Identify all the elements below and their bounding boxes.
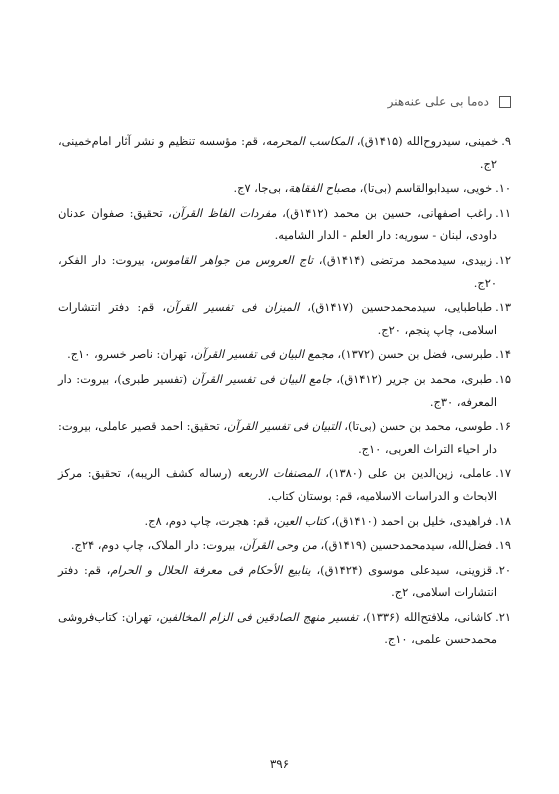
entry-author-date: فضل‌الله، سیدمحمدحسین (۱۴۱۹ق)، (316, 538, 493, 553)
entry-title: المکاسب المحرمه (265, 134, 353, 148)
entry-number: ۱۱. (495, 205, 512, 220)
entry-publication: ، بی‌جا، ۷ج. (233, 181, 289, 196)
entry-author-date: خویی، سیدابوالقاسم (بی‌تا)، (355, 181, 493, 196)
entry-title: تاج العروس من جواهر القاموس (153, 252, 314, 267)
entry-number: ۲۰. (495, 562, 511, 577)
bibliography-entry (58, 559, 511, 604)
entry-publication: ، تحقیق: احمد قصیر عاملی، بیروت: دار احیاء التراث العربی، ۱۰ج. (58, 419, 497, 456)
bibliography-list (58, 130, 511, 653)
entry-title: مفردات الفاظ القرآن (171, 205, 277, 220)
entry-title: تفسیر منهج الصادقین فی الزام المخالفین (159, 609, 359, 624)
entry-publication: ، تهران: ناصر خسرو، ۱۰ج. (67, 347, 194, 362)
entry-number: ۲۱. (495, 609, 511, 624)
entry-author-date: طبری، محمد بن جریر (۱۴۱۲ق)، (331, 371, 493, 386)
entry-author-date: راغب اصفهانی، حسین بن محمد (۱۴۱۲ق)، (276, 205, 493, 220)
entry-author-date: کاشانی، ملافتح‌الله (۱۳۳۶)، (358, 609, 493, 624)
bibliography-entry (58, 343, 511, 366)
square-ornament-icon (499, 96, 511, 108)
bibliography-entry (58, 368, 511, 413)
entry-publication: (تفسیر طبری)، بیروت: دار المعرفه، ۳۰ج. (58, 371, 497, 409)
entry-publication: ، تهران: کتاب‌فروشی محمدحسن علمی، ۱۰ج. (58, 609, 497, 647)
entry-title: التبیان فی تفسیر القرآن (227, 419, 341, 434)
bibliography-entry (58, 202, 511, 247)
entry-publication: ، بیروت: دار الفکر، ۲۰ج. (58, 252, 497, 290)
entry-number: ۱۴. (495, 347, 511, 362)
entry-number: ۱۰. (495, 181, 511, 196)
entry-number: ۱۹. (495, 538, 511, 553)
bibliography-entry (58, 534, 511, 557)
bibliography-entry (58, 296, 511, 341)
entry-number: ۹. (501, 134, 511, 148)
bibliography-entry (58, 177, 511, 200)
bibliography-entry (58, 510, 511, 533)
bibliography-entry (58, 249, 511, 294)
entry-title: المصنفات الاربعه (237, 466, 320, 481)
entry-title: المیزان فی تفسیر القرآن (166, 300, 300, 315)
running-header (40, 94, 511, 109)
page-number: ۳۹۶ (269, 757, 290, 771)
entry-author-date: طباطبایی، سیدمحمدحسین (۱۴۱۷ق)، (299, 300, 493, 315)
bibliography-entry (58, 415, 511, 460)
entry-publication: ، قم: هجرت، چاپ دوم، ۸ج. (144, 513, 277, 528)
entry-number: ۱۲. (495, 252, 511, 267)
entry-author-date: فراهیدی، خلیل بن احمد (۱۴۱۰ق)، (327, 513, 493, 528)
entry-number: ۱۵. (495, 371, 511, 386)
entry-number: ۱۶. (495, 419, 511, 434)
entry-author-date: خمینی، سیدروح‌الله (۱۴۱۵ق)، (352, 134, 499, 148)
entry-author-date: زبیدی، سیدمحمد مرتضی (۱۴۱۴ق)، (313, 252, 493, 267)
running-title: ده‌ما بی علی عنه‌هنر (387, 94, 489, 109)
entry-number: ۱۳. (495, 300, 511, 315)
entry-publication: ، قم: دفتر انتشارات اسلامی، ۲ج. (58, 562, 497, 600)
entry-title: مجمع البیان فی تفسیر القرآن (193, 347, 334, 362)
entry-publication: ، قم: مؤسسه تنظیم و نشر آثار امام‌خمینی، ۲ج. (58, 134, 497, 171)
bibliography-entry (58, 606, 511, 651)
bibliography-entry (58, 462, 511, 507)
entry-author-date: قزوینی، سیدعلی موسوی (۱۴۲۴ق)، (310, 562, 493, 577)
entry-author-date: عاملی، زین‌الدین بن علی (۱۳۸۰)، (319, 466, 493, 481)
entry-title: من وحی القرآن (242, 538, 317, 553)
entry-title: کتاب العین (276, 513, 328, 528)
entry-author-date: طبرسی، فضل بن حسن (۱۳۷۲)، (333, 347, 493, 362)
entry-publication: ، تحقیق: صفوان عدنان داودی، لبنان - سوریه: دار العلم - الدار الشامیه. (58, 205, 497, 243)
entry-title: جامع البیان فی تفسیر القرآن (191, 371, 332, 386)
entry-publication: ، بیروت: دار الملاک، چاپ دوم، ۲۴ج. (70, 538, 243, 553)
bibliography-entry (58, 130, 511, 175)
entry-publication: (رساله کشف الریبه)، تحقیق: مرکز الابحاث و الدراسات الاسلامیه، قم: بوستان کتاب. (58, 466, 497, 503)
entry-author-date: طوسی، محمد بن حسن (بی‌تا)، (340, 419, 493, 434)
entry-title: مصباح الفقاهة (288, 181, 356, 196)
entry-title: ینابیع الأحکام فی معرفة الحلال و الحرام (110, 562, 311, 577)
entry-number: ۱۷. (495, 466, 512, 481)
entry-number: ۱۸. (495, 513, 511, 528)
entry-publication: ، قم: دفتر انتشارات اسلامی، چاپ پنجم، ۲۰ج. (58, 300, 497, 337)
